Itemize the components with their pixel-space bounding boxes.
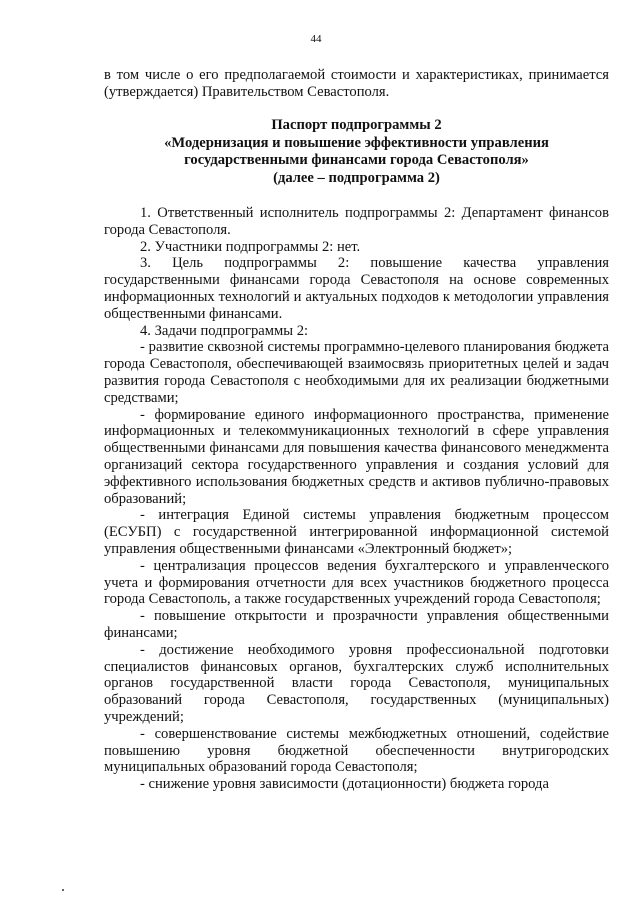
- intro-paragraph: в том числе о его предполагаемой стоимости и характеристиках, принимается (утверждается) Правительством Севастополя.: [104, 67, 609, 100]
- list-item-task: - повышение открытости и прозрачности управления общественными финансами;: [104, 608, 609, 641]
- paragraph-responsible-executor: 1. Ответственный исполнитель подпрограммы 2: Департамент финансов города Севастополя.: [104, 205, 609, 238]
- paragraph-goal: 3. Цель подпрограммы 2: повышение качества управления государственными финансами города Севастополя на основе современных информационных технологий и актуальных подходов к методологии управления общественными финансами.: [104, 255, 609, 322]
- list-item-task: - совершенствование системы межбюджетных отношений, содействие повышению уровня бюджетной обеспеченности внутригородских муниципальных образований города Севастополя;: [104, 725, 609, 776]
- subprogram-passport-heading: [104, 117, 609, 187]
- heading-line-name-part1: «Модернизация и повышение эффективности управления: [164, 134, 549, 151]
- scan-speck: [62, 889, 64, 891]
- heading-line-name-part2: государственными финансами города Севастополя»: [184, 152, 529, 168]
- list-item-task: - снижение уровня зависимости (дотационности) бюджета города: [140, 776, 549, 793]
- page-number: 44: [310, 33, 322, 45]
- list-item-task: - централизация процессов ведения бухгалтерского и управленческого учета и формирования отчетности для всех участников бюджетного процесса города Севастополь, а также государственных учреждений города Севастополя;: [104, 557, 609, 608]
- heading-line-alias: (далее – подпрограмма 2): [273, 169, 440, 186]
- paragraph-participants: 2. Участники подпрограммы 2: нет.: [140, 238, 361, 255]
- paragraph-tasks-heading: 4. Задачи подпрограммы 2:: [140, 322, 309, 339]
- list-item-task: - интеграция Единой системы управления бюджетным процессом (ЕСУБП) с государственной интегрированной информационной системой управления общественными финансами «Электронный бюджет»;: [104, 507, 609, 557]
- list-item-task: - формирование единого информационного пространства, применение информационных и телекоммуникационных технологий в сфере управления общественными финансами для повышения качества финансового менеджмента организаций сектора государственного управления и создания условий для эффективного использования бюджетных средств и активов публично-правовых образований;: [104, 406, 609, 507]
- heading-line-title: Паспорт подпрограммы 2: [271, 117, 442, 133]
- list-item-task: - достижение необходимого уровня профессиональной подготовки специалистов финансовых органов, бухгалтерских служб исполнительных органов государственной власти города Севастополя, муниципальных образований города Севастополя, государственных (муниципальных) учреждений;: [104, 641, 609, 725]
- intro-text-block: [104, 67, 609, 101]
- list-item-task: - развитие сквозной системы программно-целевого планирования бюджета города Севастополя, обеспечивающей взаимосвязь приоритетных целей и задач развития города Севастополя с необходимыми для их реализации бюджетными средствами;: [104, 339, 609, 406]
- passport-body: [104, 205, 609, 793]
